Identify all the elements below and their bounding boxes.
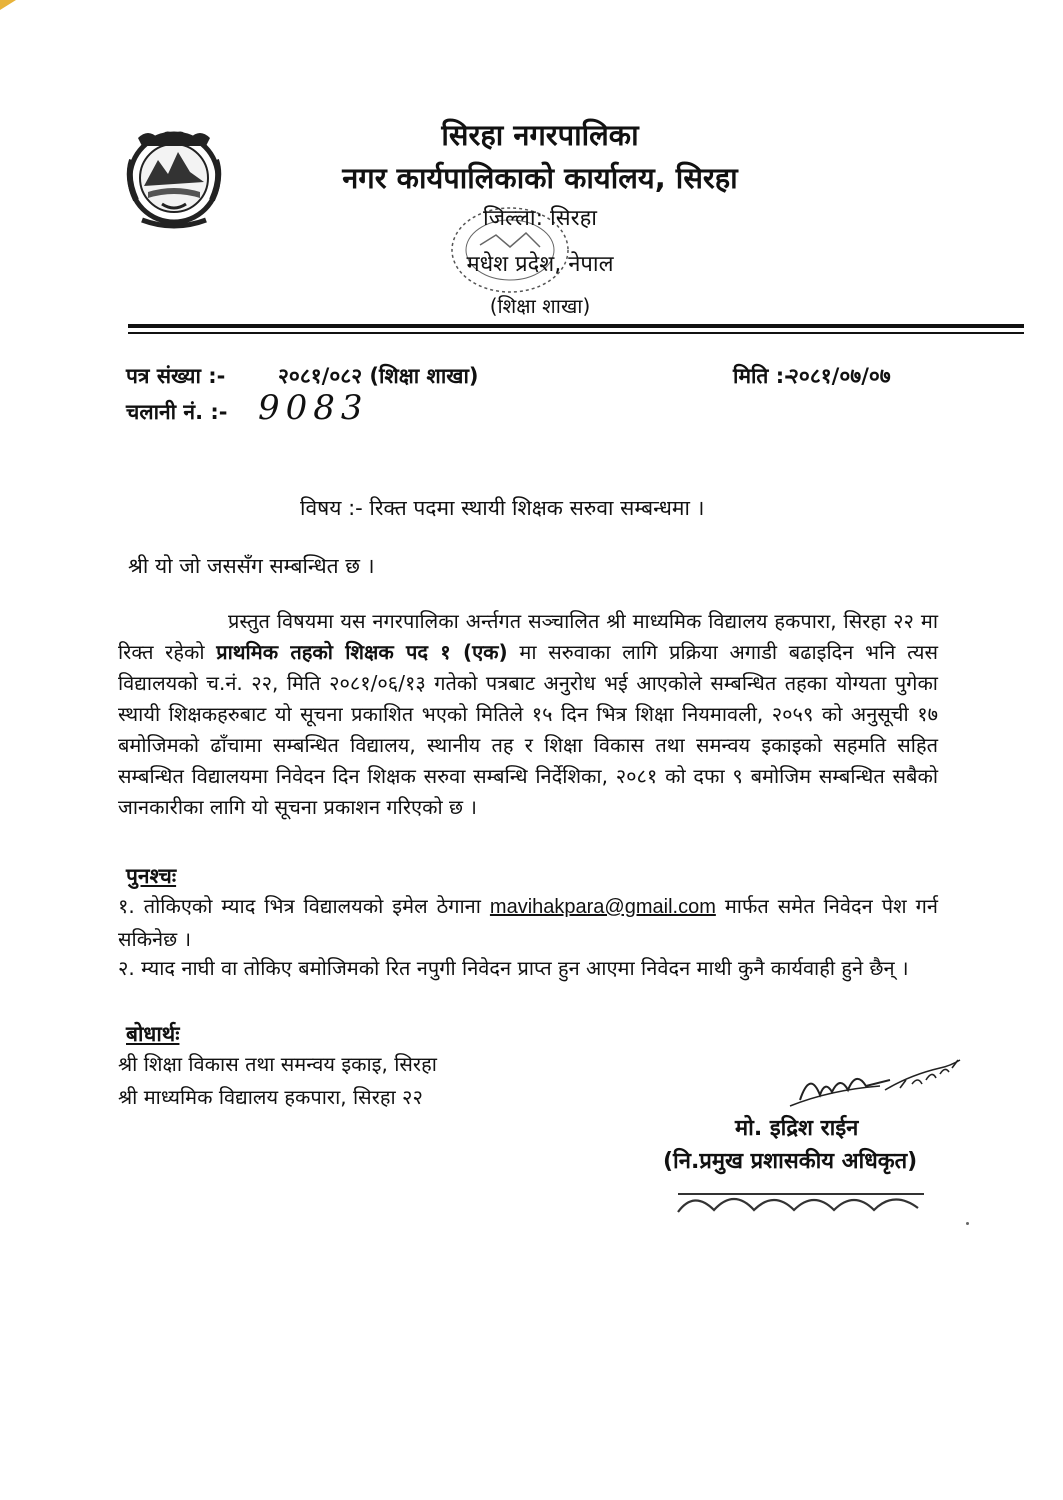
- official-stamp-icon: [674, 1182, 934, 1222]
- branch-line: (शिक्षा शाखा): [489, 294, 591, 318]
- district-line: जिल्ला: सिरहा: [483, 206, 597, 231]
- province-line: मधेश प्रदेश, नेपाल: [466, 252, 614, 277]
- dispatch-number-handwritten: 9083: [258, 388, 369, 428]
- header-divider: [128, 324, 1024, 328]
- dispatch-number-label: चलानी नं. :-: [126, 400, 228, 424]
- school-email-link[interactable]: mavihakpara@gmail.com: [489, 896, 716, 918]
- date-value: २०८१/०७/०७: [788, 364, 891, 388]
- body-paragraph: [118, 606, 938, 823]
- body-text-part2: मा सरुवाका लागि प्रक्रिया अगाडी बढाइदिन भनि त्यस विद्यालयको च.नं. २२, मिति २०८१/०६/१३ गतेको पत्रबाट अनुरोध भई आएकोले सम्बन्धित तहका योग्यता पुगेका स्थायी शिक्षकहरुबाट यो सूचना प्रकाशित भएको मितिले १५ दिन भित्र शिक्षा नियमावली, २०५९ को अनुसूची १७ बमोजिमको ढाँचामा सम्बन्धित विद्यालय, स्थानीय तह र शिक्षा विकास तथा समन्वय इकाइको सहमति सहित सम्बन्धित विद्यालयमा निवेदन दिन शिक्षक सरुवा सम्बन्धि निर्देशिका, २०८१ को दफा ९ बमोजिम सम्बन्धित सबैको जानकारीका लागि यो सूचना प्रकाशन गरिएको छ ।: [118, 640, 938, 819]
- office-name: नगर कार्यपालिकाको कार्यालय, सिरहा: [342, 161, 738, 195]
- postscript-heading: पुनश्चः: [126, 864, 177, 888]
- salutation: श्री यो जो जससँग सम्बन्धित छ ।: [128, 554, 375, 578]
- cc-item: श्री माध्यमिक विद्यालय हकपारा, सिरहा २२: [118, 1085, 423, 1109]
- body-text-part1: प्रस्तुत विषयमा यस नगरपालिका अर्न्तगत सञ्चालित श्री माध्यमिक विद्यालय हकपारा, सिरहा २२ मा रिक्त रहेको: [118, 609, 938, 664]
- corner-mark: [0, 0, 16, 10]
- reference-number-label: पत्र संख्या :-: [126, 364, 226, 388]
- signatory-title: (नि.प्रमुख प्रशासकीय अधिकृत): [663, 1149, 918, 1174]
- postscript-item-1: [118, 890, 938, 955]
- postscript-item-2: २. म्याद नाघी वा तोकिए बमोजिमको रित नपुगी निवेदन प्राप्त हुन आएमा निवेदन माथी कुनै कार्यवाही हुने छैन् ।: [118, 956, 909, 980]
- signatory-name: मो. इद्रिश राईन: [735, 1116, 859, 1141]
- postscript-item-1-text-end: मार्फत समेत निवेदन पेश गर्न सकिनेछ ।: [118, 894, 938, 951]
- government-emblem-icon: [118, 120, 230, 232]
- header-divider-thin: [128, 332, 1024, 334]
- body-text-bold: प्राथमिक तहको शिक्षक पद १ (एक): [216, 640, 508, 664]
- scan-speck: [966, 1222, 969, 1225]
- date-label: मिति :-: [733, 364, 793, 388]
- cc-heading: बोधार्थः: [126, 1022, 180, 1046]
- subject-line: विषय :- रिक्त पदमा स्थायी शिक्षक सरुवा सम्बन्धमा ।: [300, 496, 705, 520]
- postscript-item-1-text: १. तोकिएको म्याद भित्र विद्यालयको इमेल ठेगाना: [118, 894, 490, 918]
- cc-item: श्री शिक्षा विकास तथा समन्वय इकाइ, सिरहा: [118, 1052, 437, 1076]
- reference-number: २०८१/०८२ (शिक्षा शाखा): [278, 364, 479, 388]
- municipality-name: सिरहा नगरपालिका: [441, 118, 639, 152]
